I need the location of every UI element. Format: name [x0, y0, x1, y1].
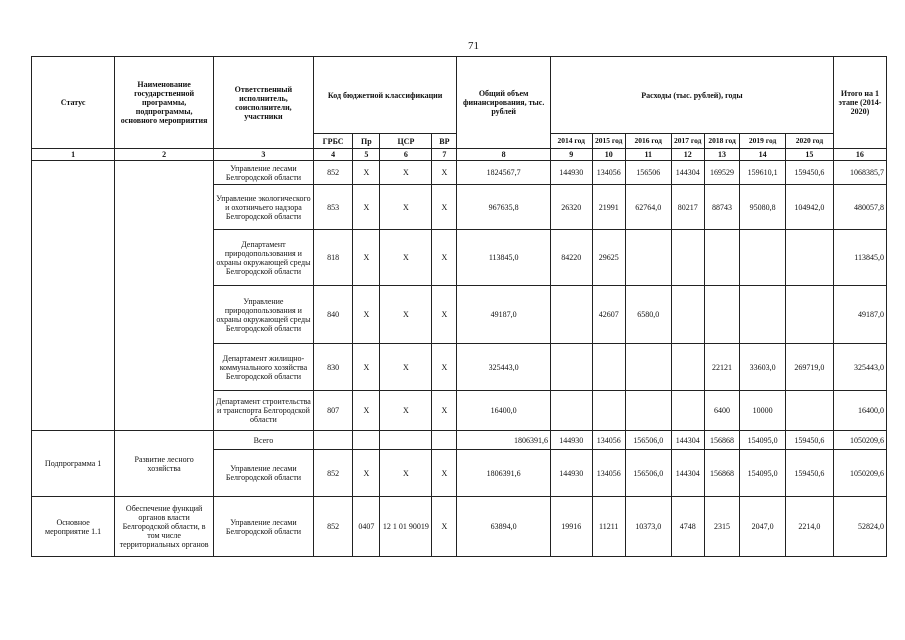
column-number: 13 — [704, 149, 739, 161]
row-2016: 156506 — [625, 161, 671, 185]
row-total: 1806391,6 — [457, 431, 551, 450]
header-status: Статус — [32, 57, 115, 149]
row-grbs: 852 — [313, 450, 353, 497]
header-csr: ЦСР — [380, 134, 432, 149]
row-vr: X — [432, 391, 457, 431]
row-2018: 22121 — [704, 344, 739, 391]
row-2020 — [785, 286, 833, 344]
row-grbs: 818 — [313, 230, 353, 286]
row-csr: X — [380, 344, 432, 391]
row-2019: 33603,0 — [740, 344, 786, 391]
row-2014: 144930 — [550, 161, 592, 185]
row-executor: Всего — [214, 431, 314, 450]
row-2016: 6580,0 — [625, 286, 671, 344]
header-grbs: ГРБС — [313, 134, 353, 149]
row-total: 967635,8 — [457, 185, 551, 230]
column-number: 7 — [432, 149, 457, 161]
row-grbs: 840 — [313, 286, 353, 344]
row-2019: 159610,1 — [740, 161, 786, 185]
row-executor: Департамент жилищно-коммунального хозяйства Белгородской области — [214, 344, 314, 391]
row-2015: 134056 — [592, 161, 625, 185]
header-total-funding: Общий объем финансирования, тыс. рублей — [457, 57, 551, 149]
row-total: 325443,0 — [457, 344, 551, 391]
page-number: 71 — [468, 40, 479, 52]
column-number: 9 — [550, 149, 592, 161]
column-number: 8 — [457, 149, 551, 161]
row-2020: 159450,6 — [785, 431, 833, 450]
row-stage-total: 325443,0 — [833, 344, 886, 391]
row-2020 — [785, 391, 833, 431]
row-2020: 159450,6 — [785, 450, 833, 497]
column-number: 5 — [353, 149, 380, 161]
row-2014: 144930 — [550, 450, 592, 497]
row-2019 — [740, 230, 786, 286]
column-number: 15 — [785, 149, 833, 161]
column-number: 16 — [833, 149, 886, 161]
header-row — [32, 57, 887, 134]
row-executor: Управление лесами Белгородской области — [214, 497, 314, 557]
row-csr: X — [380, 161, 432, 185]
row-name: Развитие лесного хозяйства — [115, 431, 214, 497]
row-2015: 29625 — [592, 230, 625, 286]
row-2014: 84220 — [550, 230, 592, 286]
row-2020 — [785, 230, 833, 286]
row-pr: X — [353, 286, 380, 344]
row-2016: 62764,0 — [625, 185, 671, 230]
row-csr: X — [380, 286, 432, 344]
row-2016: 156506,0 — [625, 431, 671, 450]
row-2017 — [671, 286, 704, 344]
row-stage-total: 113845,0 — [833, 230, 886, 286]
column-number: 10 — [592, 149, 625, 161]
row-csr: X — [380, 450, 432, 497]
row-2016 — [625, 230, 671, 286]
row-2017: 144304 — [671, 450, 704, 497]
budget-table — [31, 56, 887, 557]
row-2018 — [704, 286, 739, 344]
row-grbs: 852 — [313, 497, 353, 557]
row-2016 — [625, 344, 671, 391]
row-executor: Управление природопользования и охраны окружающей среды Белгородской области — [214, 286, 314, 344]
row-2020: 159450,6 — [785, 161, 833, 185]
row-2019: 154095,0 — [740, 431, 786, 450]
row-executor: Управление лесами Белгородской области — [214, 450, 314, 497]
row-2015 — [592, 391, 625, 431]
header-year-2017: 2017 год — [671, 134, 704, 149]
row-executor: Управление лесами Белгородской области — [214, 161, 314, 185]
row-vr: X — [432, 185, 457, 230]
row-2019 — [740, 286, 786, 344]
row-stage-total: 480057,8 — [833, 185, 886, 230]
row-2016: 156506,0 — [625, 450, 671, 497]
row-total: 113845,0 — [457, 230, 551, 286]
row-grbs: 853 — [313, 185, 353, 230]
row-pr: X — [353, 230, 380, 286]
row-total: 63894,0 — [457, 497, 551, 557]
column-number-row — [32, 149, 887, 161]
column-number: 2 — [115, 149, 214, 161]
row-2015: 134056 — [592, 431, 625, 450]
row-2019: 95080,8 — [740, 185, 786, 230]
row-2019: 10000 — [740, 391, 786, 431]
row-2017: 80217 — [671, 185, 704, 230]
row-2014: 19916 — [550, 497, 592, 557]
row-pr: X — [353, 344, 380, 391]
row-name: Обеспечение функций органов власти Белгородской области, в том числе территориальных органов — [115, 497, 214, 557]
row-2016 — [625, 391, 671, 431]
row-2019: 154095,0 — [740, 450, 786, 497]
row-2020: 104942,0 — [785, 185, 833, 230]
row-2014 — [550, 286, 592, 344]
row-stage-total: 1050209,6 — [833, 431, 886, 450]
row-pr: X — [353, 450, 380, 497]
column-number: 14 — [740, 149, 786, 161]
row-stage-total: 1068385,7 — [833, 161, 886, 185]
row-stage-total: 49187,0 — [833, 286, 886, 344]
row-2015 — [592, 344, 625, 391]
header-year-2016: 2016 год — [625, 134, 671, 149]
header-year-2020: 2020 год — [785, 134, 833, 149]
header-year-2018: 2018 год — [704, 134, 739, 149]
row-2019: 2047,0 — [740, 497, 786, 557]
row-status — [32, 161, 115, 431]
row-2018: 88743 — [704, 185, 739, 230]
row-pr: 0407 — [353, 497, 380, 557]
row-2015: 11211 — [592, 497, 625, 557]
row-2015: 42607 — [592, 286, 625, 344]
header-executor: Ответственный исполнитель, соисполнители, участники — [214, 57, 314, 149]
header-total-stage: Итого на 1 этапе (2014-2020) — [833, 57, 886, 149]
row-2015: 21991 — [592, 185, 625, 230]
row-total: 16400,0 — [457, 391, 551, 431]
row-grbs — [313, 431, 353, 450]
header-name: Наименование государственной программы, подпрограммы, основного мероприятия — [115, 57, 214, 149]
row-2016: 10373,0 — [625, 497, 671, 557]
row-2017 — [671, 391, 704, 431]
row-csr: 12 1 01 90019 — [380, 497, 432, 557]
row-grbs: 830 — [313, 344, 353, 391]
row-status: Подпрограмма 1 — [32, 431, 115, 497]
column-number: 6 — [380, 149, 432, 161]
row-2017: 4748 — [671, 497, 704, 557]
row-vr: X — [432, 450, 457, 497]
row-2018 — [704, 230, 739, 286]
column-number: 1 — [32, 149, 115, 161]
row-grbs: 852 — [313, 161, 353, 185]
row-pr: X — [353, 161, 380, 185]
row-2017 — [671, 230, 704, 286]
header-year-2015: 2015 год — [592, 134, 625, 149]
row-2018: 169529 — [704, 161, 739, 185]
row-2014: 144930 — [550, 431, 592, 450]
row-vr: X — [432, 497, 457, 557]
header-budget-code: Код бюджетной классификации — [313, 57, 457, 134]
row-total: 49187,0 — [457, 286, 551, 344]
row-2017: 144304 — [671, 431, 704, 450]
table-row — [32, 431, 887, 450]
row-2017: 144304 — [671, 161, 704, 185]
row-stage-total: 52824,0 — [833, 497, 886, 557]
row-2018: 2315 — [704, 497, 739, 557]
table-row — [32, 497, 887, 557]
row-csr: X — [380, 230, 432, 286]
row-vr: X — [432, 161, 457, 185]
row-2014 — [550, 391, 592, 431]
column-number: 11 — [625, 149, 671, 161]
row-name — [115, 161, 214, 431]
row-stage-total: 16400,0 — [833, 391, 886, 431]
column-number: 4 — [313, 149, 353, 161]
row-pr: X — [353, 391, 380, 431]
row-2017 — [671, 344, 704, 391]
row-vr: X — [432, 230, 457, 286]
row-2020: 269719,0 — [785, 344, 833, 391]
row-2014 — [550, 344, 592, 391]
row-csr: X — [380, 185, 432, 230]
row-csr — [380, 431, 432, 450]
row-status: Основное мероприятие 1.1 — [32, 497, 115, 557]
row-executor: Департамент строительства и транспорта Белгородской области — [214, 391, 314, 431]
row-vr: X — [432, 344, 457, 391]
row-csr: X — [380, 391, 432, 431]
row-2018: 156868 — [704, 431, 739, 450]
row-grbs: 807 — [313, 391, 353, 431]
row-2018: 6400 — [704, 391, 739, 431]
column-number: 12 — [671, 149, 704, 161]
row-2020: 2214,0 — [785, 497, 833, 557]
row-executor: Департамент природопользования и охраны окружающей среды Белгородской области — [214, 230, 314, 286]
row-pr — [353, 431, 380, 450]
row-2015: 134056 — [592, 450, 625, 497]
header-year-2019: 2019 год — [740, 134, 786, 149]
row-pr: X — [353, 185, 380, 230]
row-vr — [432, 431, 457, 450]
row-2018: 156868 — [704, 450, 739, 497]
header-pr: Пр — [353, 134, 380, 149]
table-row — [32, 161, 887, 185]
header-expenses: Расходы (тыс. рублей), годы — [550, 57, 833, 134]
row-vr: X — [432, 286, 457, 344]
row-total: 1806391,6 — [457, 450, 551, 497]
column-number: 3 — [214, 149, 314, 161]
row-total: 1824567,7 — [457, 161, 551, 185]
row-stage-total: 1050209,6 — [833, 450, 886, 497]
header-year-2014: 2014 год — [550, 134, 592, 149]
row-2014: 26320 — [550, 185, 592, 230]
header-vr: ВР — [432, 134, 457, 149]
row-executor: Управление экологического и охотничьего надзора Белгородской области — [214, 185, 314, 230]
